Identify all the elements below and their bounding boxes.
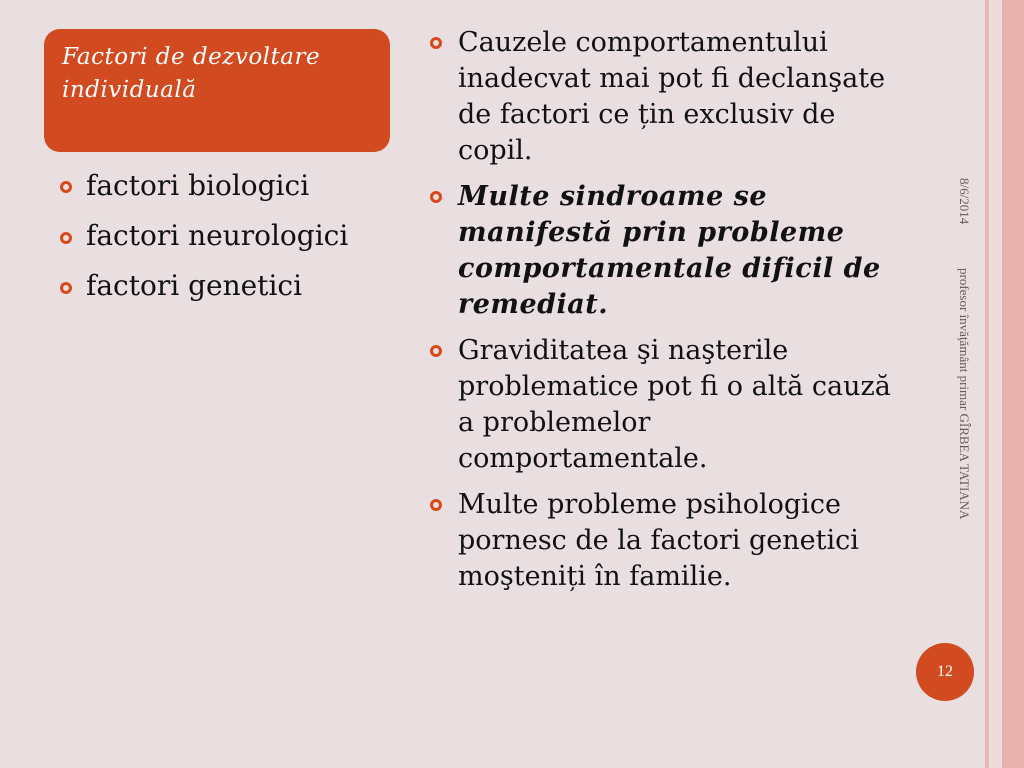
slide-author: profesor învăţământ primar GÎRBEA TATIANA bbox=[957, 268, 972, 520]
bullet-icon bbox=[430, 345, 442, 357]
bullet-icon bbox=[430, 499, 442, 511]
right-list-text: Multe sindroame se manifestă prin probleme comportamentale dificil de remediat. bbox=[458, 181, 881, 320]
slide-title: Factori de dezvoltare individuală bbox=[62, 44, 321, 103]
right-list-item bbox=[428, 25, 908, 169]
left-list-item: factori biologici bbox=[86, 169, 310, 202]
left-list-item: factori neurologici bbox=[86, 219, 349, 252]
decorative-stripe-3 bbox=[1002, 0, 1024, 768]
right-list-text: Graviditatea şi naşterile problematice pot fi o altă cauză a problemelor comportamentale. bbox=[458, 335, 891, 474]
slide-date: 8/6/2014 bbox=[957, 178, 972, 225]
right-list-text: Cauzele comportamentului inadecvat mai pot fi declanşate de factori ce țin exclusiv de copil. bbox=[458, 27, 886, 166]
right-list-item bbox=[428, 333, 908, 477]
page-number-badge: 12 bbox=[916, 643, 974, 701]
bullet-icon bbox=[430, 37, 442, 49]
right-list-item-emphasis bbox=[428, 179, 908, 323]
right-list-item bbox=[428, 487, 908, 595]
decorative-stripe-2 bbox=[992, 0, 999, 768]
right-list-text: Multe probleme psihologice pornesc de la factori genetici moşteniți în familie. bbox=[458, 489, 859, 592]
left-list-item: factori genetici bbox=[86, 269, 303, 302]
right-list bbox=[428, 25, 908, 605]
bullet-icon bbox=[60, 232, 72, 244]
bullet-icon bbox=[60, 282, 72, 294]
bullet-icon bbox=[60, 181, 72, 193]
title-box bbox=[44, 29, 390, 152]
bullet-icon bbox=[430, 191, 442, 203]
decorative-stripe-1 bbox=[985, 0, 989, 768]
